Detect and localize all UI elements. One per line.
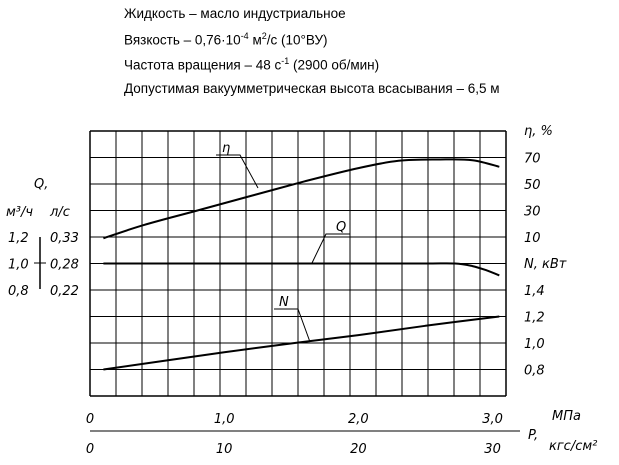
eta-curve-label: η [222, 141, 231, 156]
q-axis-title: Q, [34, 177, 49, 192]
pressure-unit-kgf: кгс/см² [549, 439, 598, 454]
eta-tick: 10 [524, 231, 541, 246]
q-axis-ticks [8, 231, 79, 299]
pressure-tick-kgf: 10 [215, 442, 233, 457]
power-tick: 0,8 [524, 363, 545, 379]
pressure-unit-mpa: МПа [552, 409, 581, 424]
n-leader [274, 309, 310, 342]
q-tick-ls: 0,22 [50, 284, 79, 299]
pressure-tick-mpa: 1,0 [213, 412, 235, 427]
power-tick: 1,0 [524, 337, 545, 352]
n-curve-label: N [279, 295, 289, 310]
eta-tick: 30 [524, 204, 541, 220]
pressure-tick-kgf: 0 [85, 442, 95, 457]
pressure-tick-mpa: 0 [85, 412, 95, 427]
q-curve [103, 263, 499, 275]
eta-leader [216, 155, 258, 188]
power-axis-title: N, кВт [524, 257, 567, 272]
header-rotation: Частота вращения – 48 $с^{-1}$ (2900 об/мин) [124, 56, 380, 73]
header-suction-height: Допустимая вакуумметрическая высота всасывания – 6,5 м [124, 81, 500, 96]
header-fluid: Жидкость – масло индустриальное [124, 6, 346, 21]
q-leader [312, 234, 350, 263]
power-tick: 1,2 [524, 310, 545, 326]
eta-curve [103, 159, 499, 238]
pressure-tick-kgf: 20 [350, 442, 367, 457]
pressure-tick-mpa: 3,0 [482, 412, 503, 427]
header-viscosity: Вязкость – $0,76\cdot 10^{-4}$ $м^2/с$ (10°ВУ) [124, 31, 328, 48]
power-tick: 1,4 [524, 284, 545, 299]
curve-leaders [216, 155, 350, 342]
q-curve-label: Q [336, 220, 347, 235]
q-unit-m3h: м³/ч [6, 205, 34, 220]
q-tick-m3h: 1,2 [8, 231, 29, 246]
pressure-tick-kgf: 30 [484, 442, 501, 457]
q-unit-ls: л/с [50, 205, 70, 220]
q-tick-m3h: 1,0 [8, 257, 29, 273]
eta-tick: 70 [524, 151, 541, 167]
eta-tick: 50 [524, 178, 541, 193]
pressure-axis-ticks [86, 412, 503, 457]
chart-curves [103, 159, 499, 369]
pressure-tick-mpa: 2,0 [348, 412, 369, 427]
pressure-axis-title: P, [528, 428, 539, 443]
eta-axis-title: η, % [524, 124, 553, 139]
q-tick-ls: 0,28 [50, 257, 79, 273]
q-tick-ls: 0,33 [50, 231, 79, 246]
q-tick-m3h: 0,8 [8, 284, 29, 299]
